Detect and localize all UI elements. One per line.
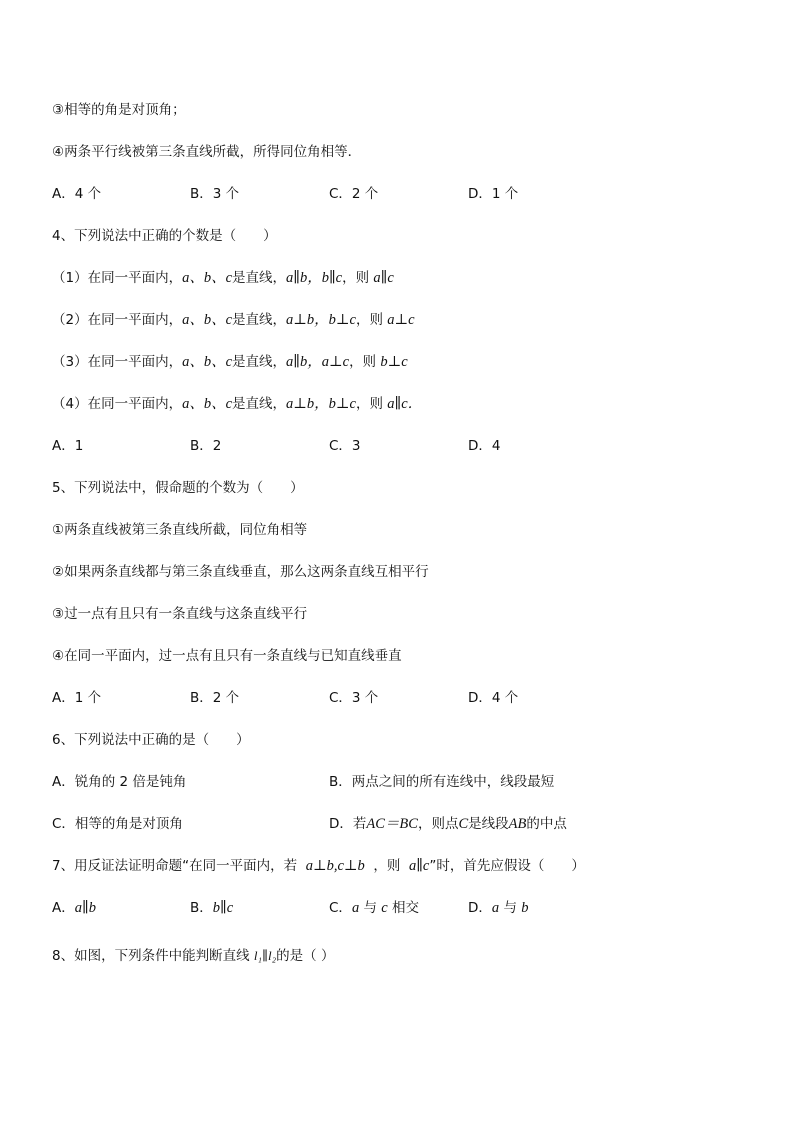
q5-statement-4: ④在同一平面内，过一点有且只有一条直线与已知直线垂直 [52, 648, 402, 664]
q5-statement-2: ②如果两条直线都与第三条直线垂直，那么这两条直线互相平行 [52, 564, 429, 580]
q6-stem: 6、下列说法中正确的是（ ） [52, 732, 250, 748]
q6-option-d[interactable]: D．若AC＝BC，则点C是线段AB的中点 [329, 816, 567, 832]
q7-stem: 7、用反证法证明命题“在同一平面内，若 a⊥b,c⊥b ，则 a∥c”时，首先应假设（ ） [52, 858, 585, 874]
q7-option-a[interactable]: A．a∥b [52, 900, 96, 916]
q3-statement-3: ③相等的角是对顶角； [52, 102, 186, 118]
q8-stem: 8、如图，下列条件中能判断直线 l₁∥l₂的是（ ） [52, 948, 335, 964]
q4-option-c[interactable]: C．3 [329, 438, 361, 454]
q4-statement-1: （1）在同一平面内，a、b、c是直线，a∥b，b∥c，则 a∥c [52, 270, 394, 286]
q4-option-b[interactable]: B．2 [190, 438, 222, 454]
q7-option-b[interactable]: B．b∥c [190, 900, 234, 916]
q4-stem: 4、下列说法中正确的个数是（ ） [52, 228, 277, 244]
q5-option-a[interactable]: A．1 个 [52, 690, 102, 706]
q5-option-d[interactable]: D．4 个 [468, 690, 519, 706]
q5-stem: 5、下列说法中，假命题的个数为（ ） [52, 480, 304, 496]
q7-option-d[interactable]: D．a 与 b [468, 900, 529, 916]
q4-option-d[interactable]: D．4 [468, 438, 501, 454]
q6-option-a[interactable]: A．锐角的 2 倍是钝角 [52, 774, 187, 790]
q7-option-c[interactable]: C．a 与 c 相交 [329, 900, 420, 916]
q5-option-b[interactable]: B．2 个 [190, 690, 240, 706]
q6-option-b[interactable]: B．两点之间的所有连线中，线段最短 [329, 774, 555, 790]
q3-option-c[interactable]: C．2 个 [329, 186, 379, 202]
q3-option-a[interactable]: A．4 个 [52, 186, 102, 202]
q4-statement-3: （3）在同一平面内，a、b、c是直线，a∥b，a⊥c，则 b⊥c [52, 354, 408, 370]
q5-statement-1: ①两条直线被第三条直线所截，同位角相等 [52, 522, 308, 538]
q5-option-c[interactable]: C．3 个 [329, 690, 379, 706]
q6-option-c[interactable]: C．相等的角是对顶角 [52, 816, 183, 832]
q5-statement-3: ③过一点有且只有一条直线与这条直线平行 [52, 606, 308, 622]
q3-statement-4: ④两条平行线被第三条直线所截，所得同位角相等． [52, 144, 362, 160]
q3-option-b[interactable]: B．3 个 [190, 186, 240, 202]
q3-option-d[interactable]: D．1 个 [468, 186, 519, 202]
q4-option-a[interactable]: A．1 [52, 438, 84, 454]
q4-statement-2: （2）在同一平面内，a、b、c是直线，a⊥b，b⊥c，则 a⊥c [52, 312, 415, 328]
q4-statement-4: （4）在同一平面内，a、b、c是直线，a⊥b，b⊥c，则 a∥c． [52, 396, 423, 412]
